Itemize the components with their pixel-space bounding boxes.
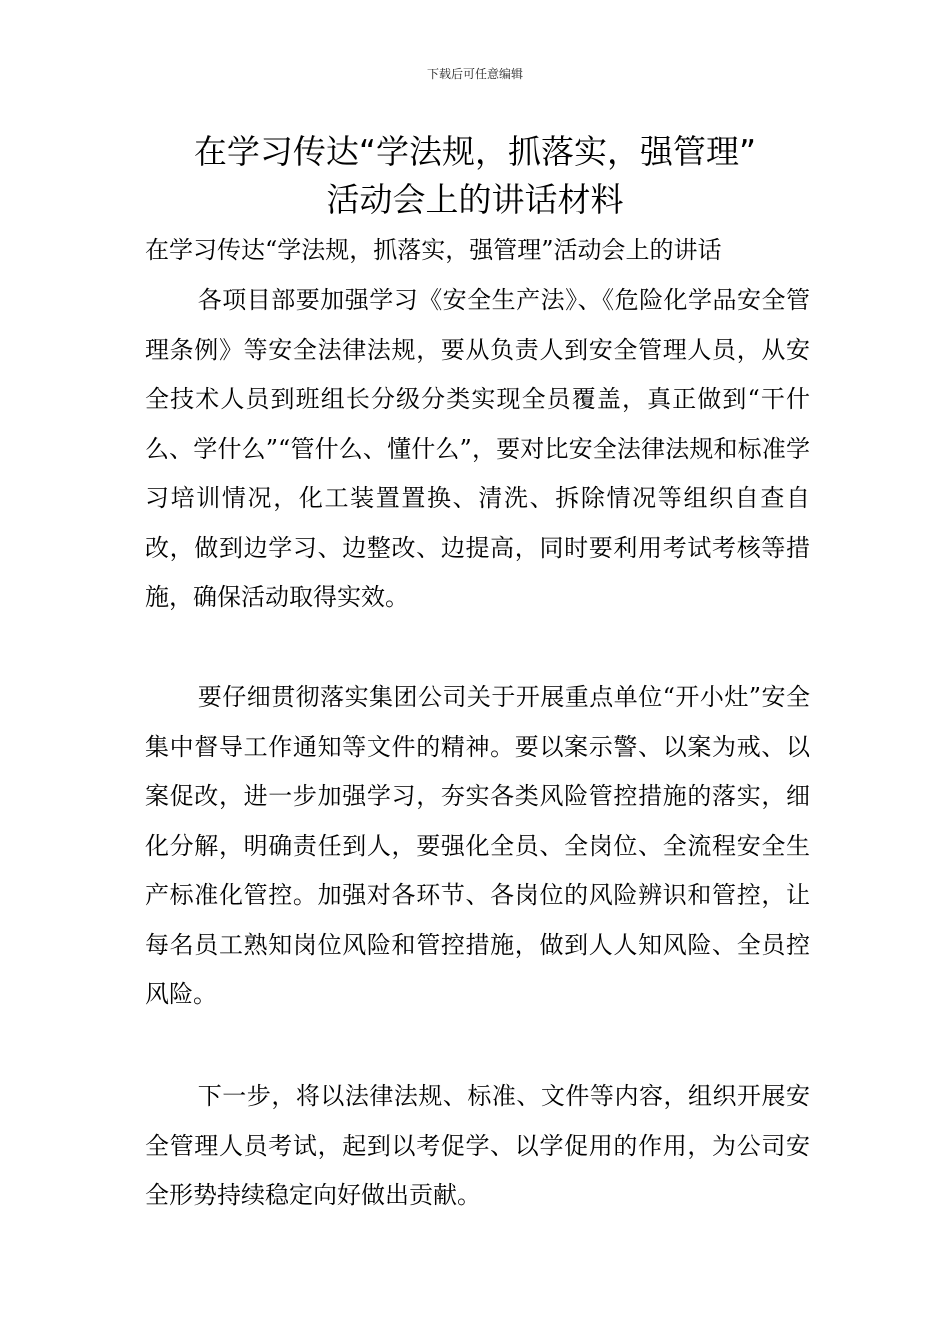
- paragraph-3: 下一步，将以法律法规、标准、文件等内容，组织开展安全管理人员考试，起到以考促学、以学促用的作用，为公司安全形势持续稳定向好做出贡献。: [145, 1082, 810, 1209]
- paragraph-1: 各项目部要加强学习《安全生产法》、《危险化学品安全管理条例》等安全法律法规，要从负责人到安全管理人员，从安全技术人员到班组长分级分类实现全员覆盖，真正做到“干什么、学什么”“管什么、懂什么”，要对比安全法律法规和标准学习培训情况，化工装置置换、清洗、拆除情况等组织自查自改，做到边学习、边整改、边提高，同时要利用考试考核等措施，确保活动取得实效。: [145, 286, 810, 611]
- title-line-1: 在学习传达“学法规，抓落实，强管理”: [193, 132, 757, 171]
- title-line-2: 活动会上的讲话材料: [326, 180, 624, 219]
- document-subtitle: 在学习传达“学法规，抓落实，强管理”活动会上的讲话: [145, 236, 722, 264]
- paragraph-2: 要仔细贯彻落实集团公司关于开展重点单位“开小灶”安全集中督导工作通知等文件的精神。要以案示警、以案为戒、以案促改，进一步加强学习，夯实各类风险管控措施的落实，细化分解，明确责任到人，要强化全员、全岗位、全流程安全生产标准化管控。加强对各环节、各岗位的风险辨识和管控，让每名员工熟知岗位风险和管控措施，做到人人知风险、全员控风险。: [145, 683, 810, 1008]
- header-note: 下载后可任意编辑: [426, 67, 523, 81]
- document-title: [120, 128, 830, 224]
